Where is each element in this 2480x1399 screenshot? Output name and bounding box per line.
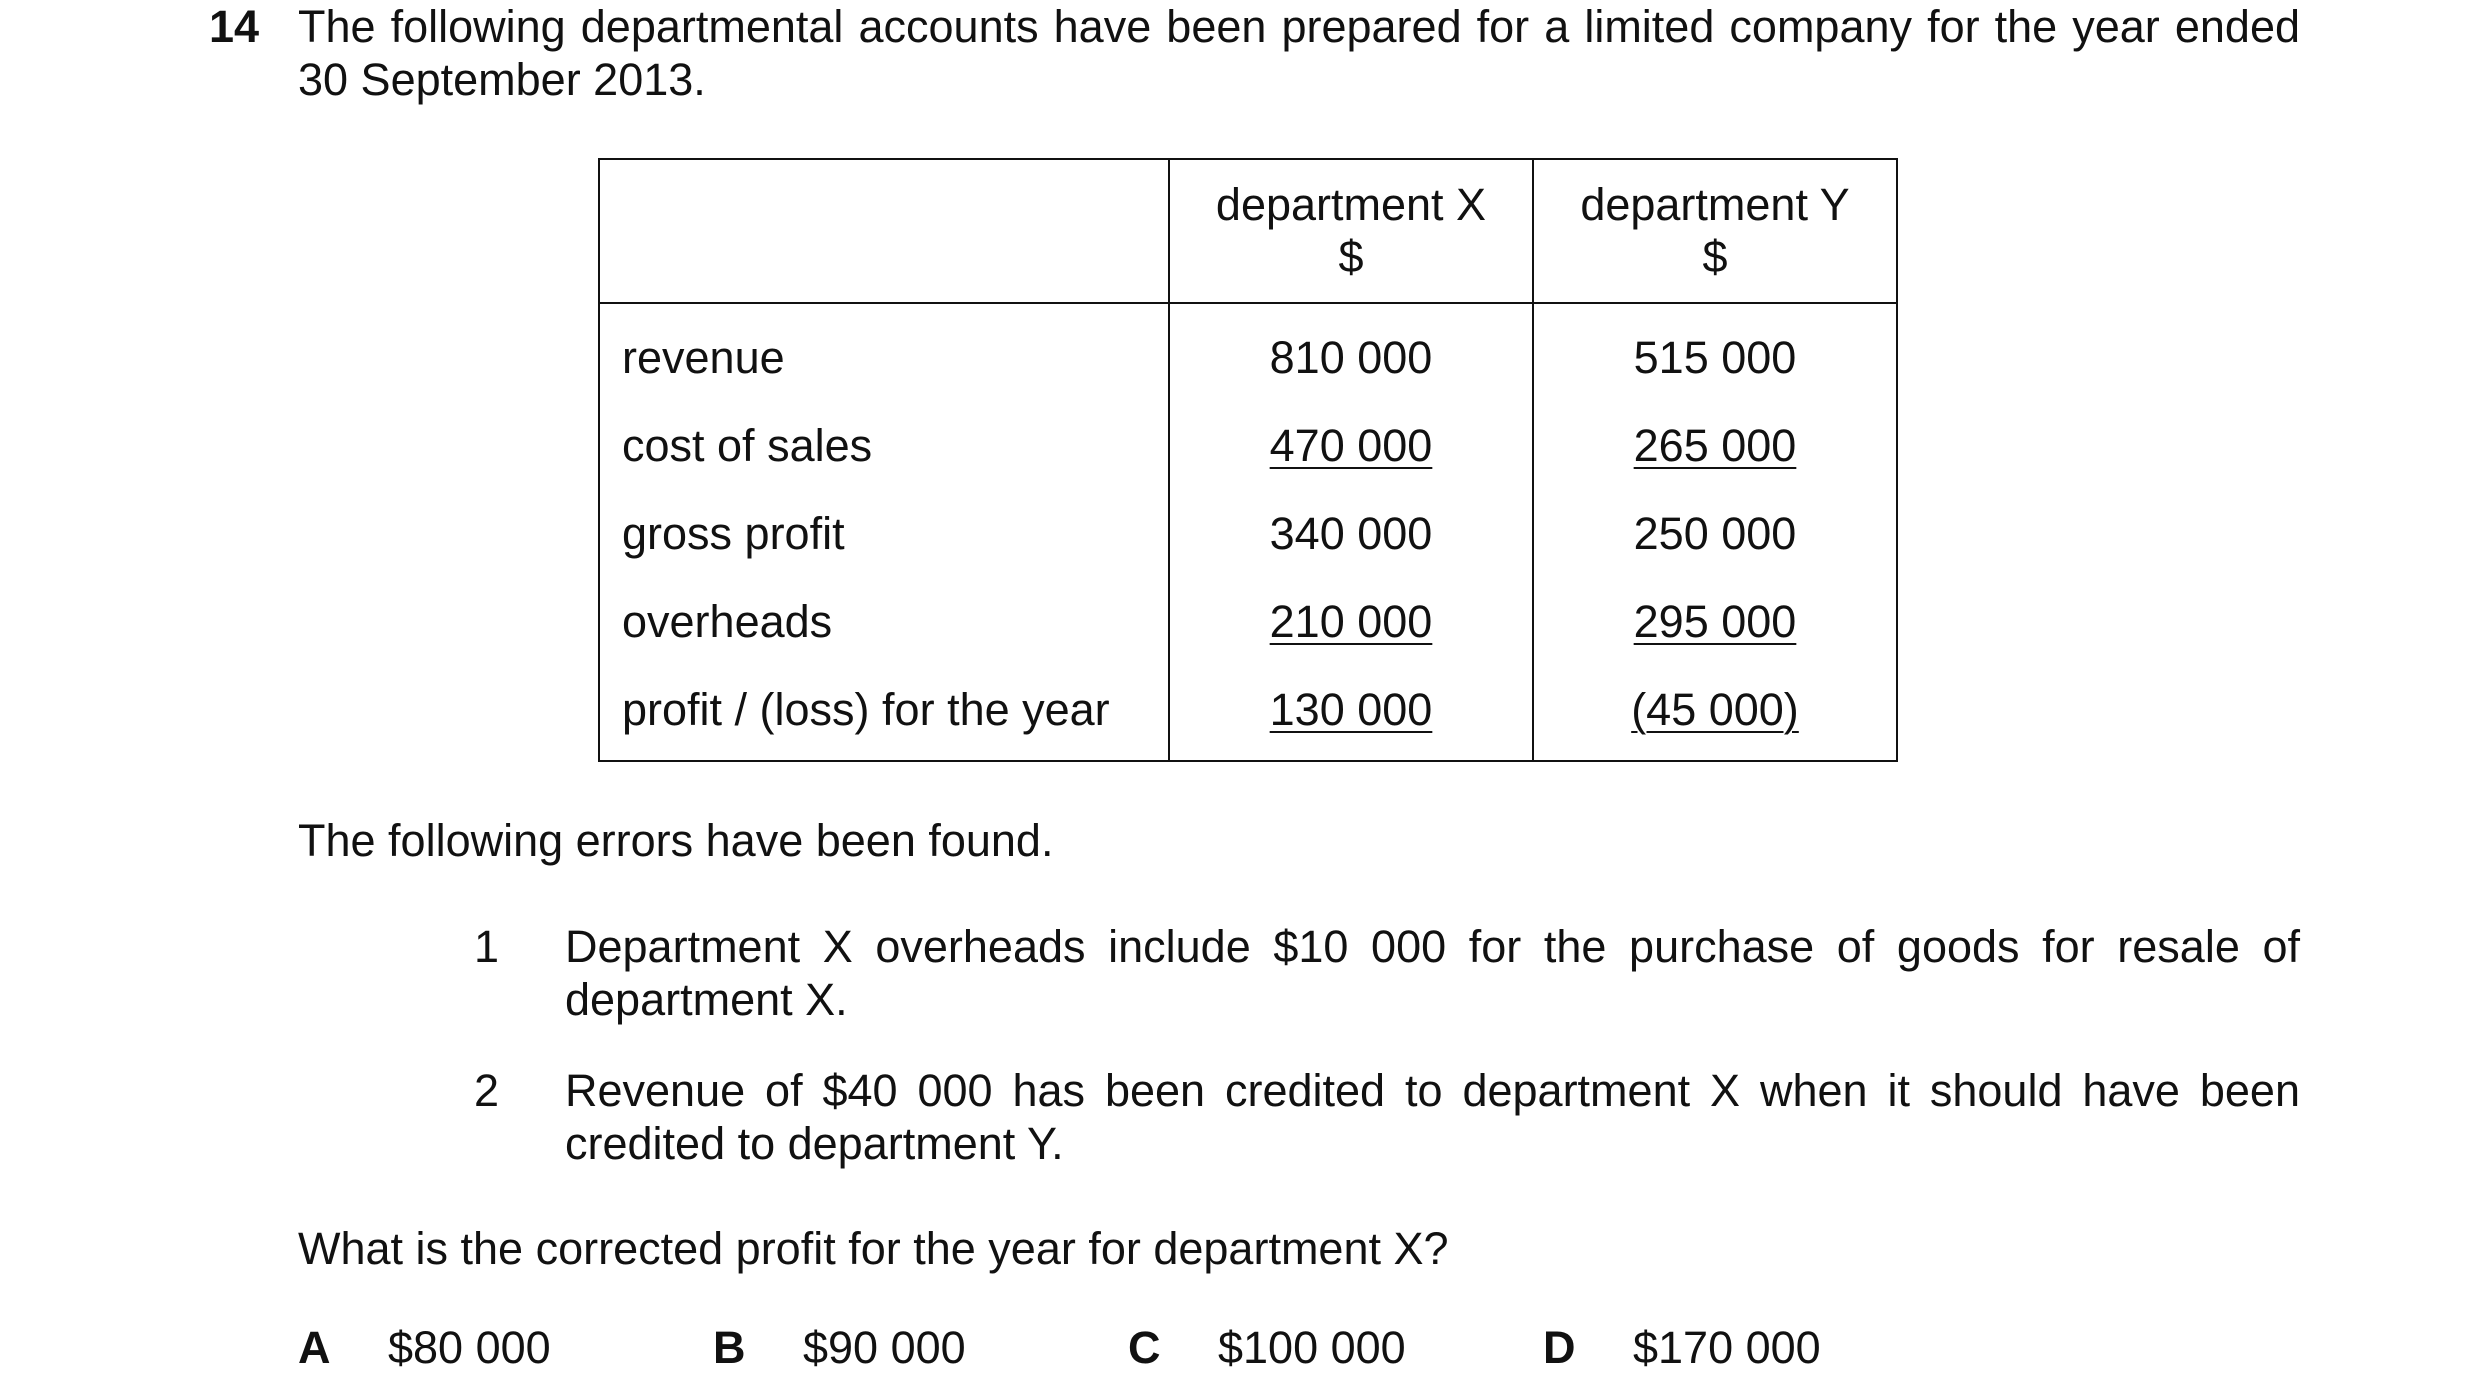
option-a-letter[interactable]: A: [298, 1322, 331, 1373]
error-number: 1: [474, 921, 500, 972]
option-b-letter[interactable]: B: [713, 1322, 746, 1373]
option-b-value[interactable]: $90 000: [803, 1322, 966, 1373]
departmental-accounts-table: [598, 158, 1898, 762]
value-text: 810 000: [1269, 332, 1433, 383]
errors-intro: The following errors have been found.: [298, 815, 1054, 866]
row-value-x: [1169, 666, 1533, 761]
value-text: 340 000: [1269, 508, 1433, 559]
table-row: [599, 303, 1897, 402]
table-row: [599, 666, 1897, 761]
value-text: 515 000: [1633, 332, 1797, 383]
row-value-y: [1533, 402, 1897, 490]
row-value-y: [1533, 666, 1897, 761]
row-label: cost of sales: [599, 402, 1169, 490]
value-text: 295 000: [1633, 596, 1797, 647]
value-text: (45 000): [1631, 684, 1799, 735]
header-dept-y-unit: $: [1702, 231, 1728, 282]
value-text: 265 000: [1633, 420, 1797, 471]
row-value-y: [1533, 490, 1897, 578]
question-prompt: What is the corrected profit for the year for department X?: [298, 1223, 1449, 1274]
row-value-y: [1533, 303, 1897, 402]
table-row: [599, 490, 1897, 578]
row-value-x: [1169, 303, 1533, 402]
header-department-y: [1533, 159, 1897, 303]
row-value-y: [1533, 578, 1897, 666]
value-text: 210 000: [1269, 596, 1433, 647]
header-dept-x-unit: $: [1338, 231, 1364, 282]
option-c-letter[interactable]: C: [1128, 1322, 1161, 1373]
table-row: [599, 402, 1897, 490]
table-header-row: [599, 159, 1897, 303]
row-label: overheads: [599, 578, 1169, 666]
question-intro: The following departmental accounts have been prepared for a limited company for the year ended 30 September 2013.: [298, 1, 2300, 105]
option-c-value[interactable]: $100 000: [1218, 1322, 1406, 1373]
header-dept-x-name: department X: [1215, 179, 1487, 230]
row-value-x: [1169, 402, 1533, 490]
error-text: Revenue of $40 000 has been credited to department X when it should have been credited to department Y.: [565, 1065, 2300, 1169]
value-text: 470 000: [1269, 420, 1433, 471]
table-row: [599, 578, 1897, 666]
option-a-value[interactable]: $80 000: [388, 1322, 551, 1373]
row-label: revenue: [599, 303, 1169, 402]
error-number: 2: [474, 1065, 500, 1116]
row-label: gross profit: [599, 490, 1169, 578]
value-text: 250 000: [1633, 508, 1797, 559]
question-number: 14: [209, 1, 260, 52]
value-text: 130 000: [1269, 684, 1433, 735]
row-value-x: [1169, 578, 1533, 666]
option-d-value[interactable]: $170 000: [1633, 1322, 1821, 1373]
row-label: profit / (loss) for the year: [599, 666, 1169, 761]
header-department-x: [1169, 159, 1533, 303]
header-empty-cell: [599, 159, 1169, 303]
header-dept-y-name: department Y: [1580, 179, 1850, 230]
error-text: Department X overheads include $10 000 for the purchase of goods for resale of department X.: [565, 921, 2300, 1025]
row-value-x: [1169, 490, 1533, 578]
option-d-letter[interactable]: D: [1543, 1322, 1576, 1373]
